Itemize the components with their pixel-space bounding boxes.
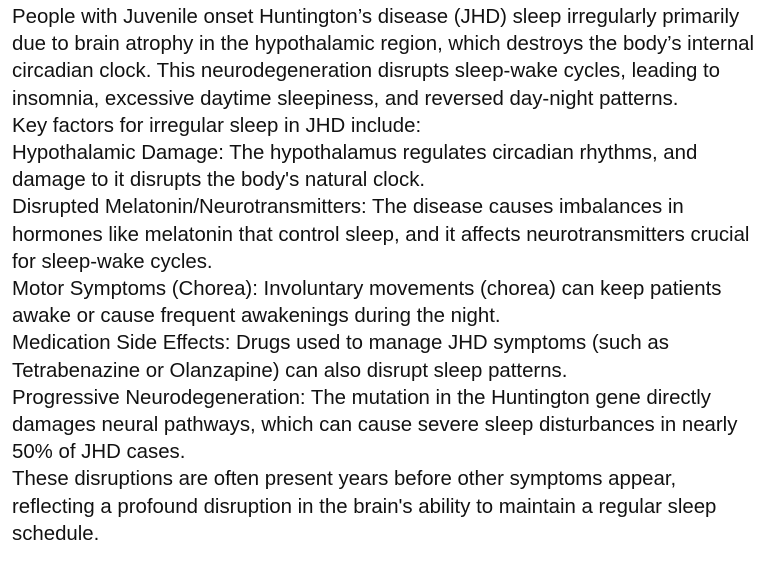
factor-melatonin-neurotransmitters: Disrupted Melatonin/Neurotransmitters: The disease causes imbalances in hormones like melatonin that control sleep, and it affects neurotransmitters crucial for sleep-wake cycles. [12, 196, 750, 273]
intro-paragraph: People with Juvenile onset Huntington’s disease (JHD) sleep irregularly primarily due to brain atrophy in the hypothalamic region, which destroys the body’s internal circadian clock. This neurodegeneration disrupts sleep-wake cycles, leading to insomnia, excessive daytime sleepiness, and reversed day-night patterns. [12, 6, 755, 110]
conclusion-paragraph: These disruptions are often present years before other symptoms appear, reflecting a profound disruption in the brain's ability to maintain a regular sleep schedule. [12, 468, 717, 545]
factor-hypothalamic-damage: Hypothalamic Damage: The hypothalamus regulates circadian rhythms, and damage to it disrupts the body's natural clock. [12, 142, 698, 192]
factor-medication-side-effects: Medication Side Effects: Drugs used to manage JHD symptoms (such as Tetrabenazine or Olanzapine) can also disrupt sleep patterns. [12, 332, 669, 382]
factor-progressive-neurodegeneration: Progressive Neurodegeneration: The mutation in the Huntington gene directly damages neural pathways, which can cause severe sleep disturbances in nearly 50% of JHD cases. [12, 386, 738, 464]
factor-motor-symptoms: Motor Symptoms (Chorea): Involuntary movements (chorea) can keep patients awake or cause frequent awakenings during the night. [12, 278, 722, 328]
factors-heading: Key factors for irregular sleep in JHD include: [12, 114, 422, 137]
